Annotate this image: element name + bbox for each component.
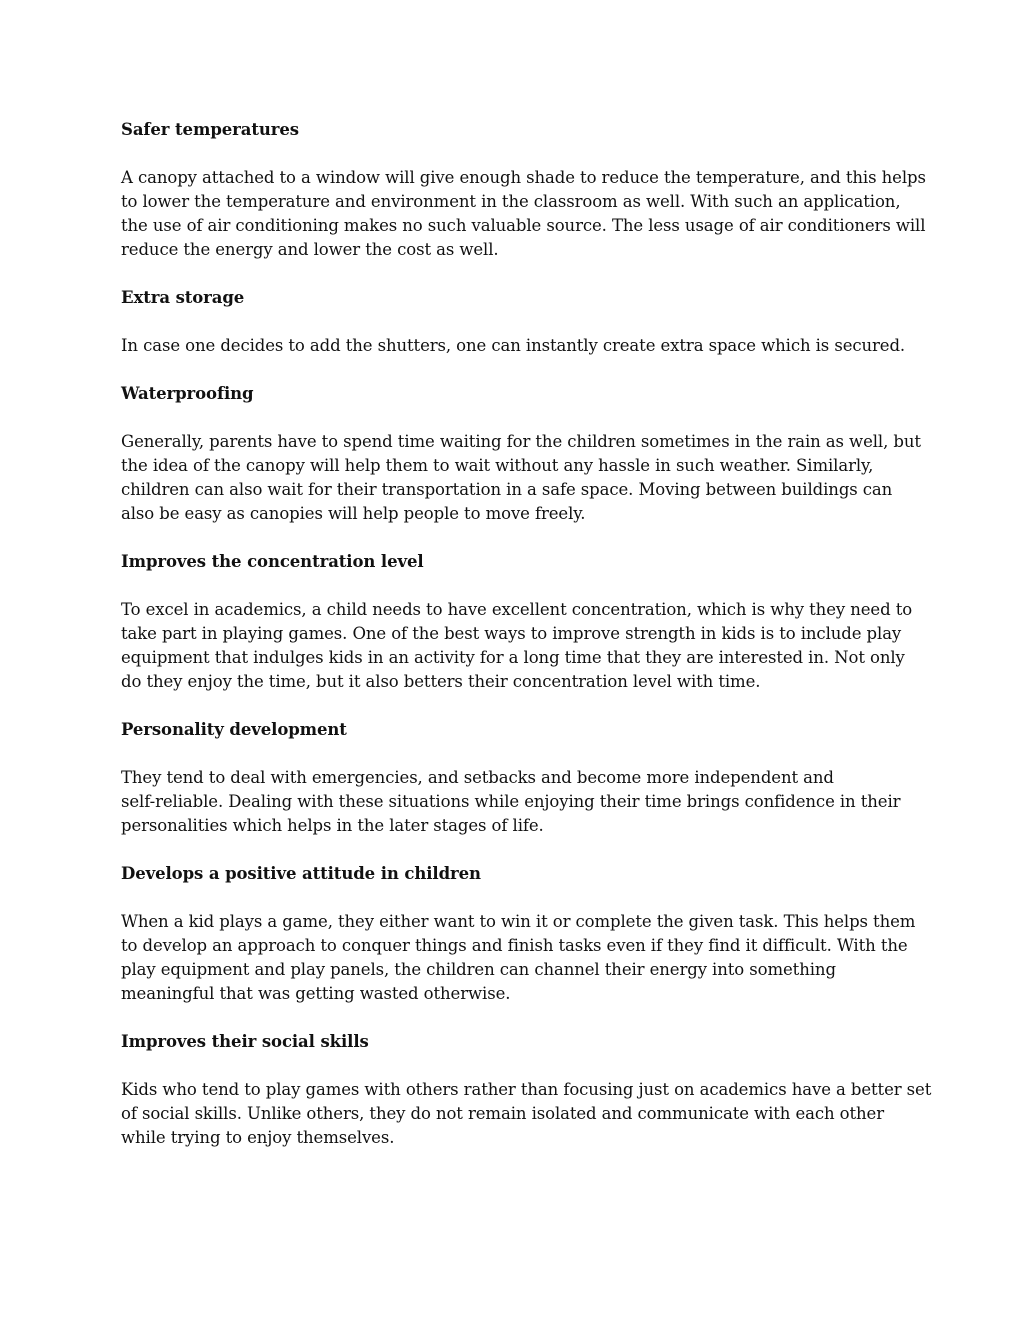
heading-safer-temperatures: Safer temperatures bbox=[121, 120, 299, 139]
text-line: take part in playing games. One of the best ways to improve strength in kids is to include play bbox=[121, 624, 902, 643]
text-line: self-reliable. Dealing with these situations while enjoying their time brings confidence in their bbox=[121, 792, 901, 811]
paragraph-concentration-level bbox=[121, 598, 911, 694]
heading-personality-development: Personality development bbox=[121, 720, 347, 739]
text-line: to lower the temperature and environment in the classroom as well. With such an application, bbox=[121, 192, 901, 211]
paragraph-safer-temperatures bbox=[121, 166, 926, 262]
text-line: while trying to enjoy themselves. bbox=[121, 1128, 395, 1147]
text-line: to develop an approach to conquer things and finish tasks even if they find it difficult. With the bbox=[121, 936, 908, 955]
text-line: children can also wait for their transportation in a safe space. Moving between buildings can bbox=[121, 480, 893, 499]
text-line: In case one decides to add the shutters, one can instantly create extra space which is secured. bbox=[121, 336, 906, 355]
text-line: personalities which helps in the later stages of life. bbox=[121, 816, 544, 835]
text-line: also be easy as canopies will help people to move freely. bbox=[121, 504, 586, 523]
text-line: equipment that indulges kids in an activity for a long time that they are interested in. Not only bbox=[121, 648, 905, 667]
text-line: They tend to deal with emergencies, and setbacks and become more independent and bbox=[121, 768, 834, 787]
heading-waterproofing: Waterproofing bbox=[121, 384, 254, 403]
text-line: do they enjoy the time, but it also betters their concentration level with time. bbox=[121, 672, 761, 691]
text-line: meaningful that was getting wasted otherwise. bbox=[121, 984, 511, 1003]
text-line: Kids who tend to play games with others rather than focusing just on academics have a better set bbox=[121, 1080, 932, 1099]
text-line: the idea of the canopy will help them to wait without any hassle in such weather. Similarly, bbox=[121, 456, 874, 475]
heading-concentration-level: Improves the concentration level bbox=[121, 552, 424, 571]
text-line: of social skills. Unlike others, they do not remain isolated and communicate with each other bbox=[121, 1104, 885, 1123]
document-page bbox=[121, 118, 932, 1174]
text-line: A canopy attached to a window will give enough shade to reduce the temperature, and this helps bbox=[121, 168, 926, 187]
text-line: When a kid plays a game, they either want to win it or complete the given task. This helps them bbox=[121, 912, 916, 931]
text-line: To excel in academics, a child needs to have excellent concentration, which is why they need to bbox=[121, 600, 913, 619]
text-line: reduce the energy and lower the cost as well. bbox=[121, 240, 499, 259]
text-line: the use of air conditioning makes no such valuable source. The less usage of air conditioners will bbox=[121, 216, 926, 235]
heading-extra-storage: Extra storage bbox=[121, 288, 245, 307]
text-line: play equipment and play panels, the children can channel their energy into something bbox=[121, 960, 836, 979]
paragraph-social-skills bbox=[121, 1078, 932, 1150]
heading-positive-attitude: Develops a positive attitude in children bbox=[121, 864, 481, 883]
heading-social-skills: Improves their social skills bbox=[121, 1032, 369, 1051]
paragraph-extra-storage bbox=[121, 334, 911, 358]
paragraph-personality-development bbox=[121, 766, 911, 838]
paragraph-positive-attitude bbox=[121, 910, 916, 1006]
text-line: Generally, parents have to spend time waiting for the children sometimes in the rain as well, but bbox=[121, 432, 921, 451]
paragraph-waterproofing bbox=[121, 430, 921, 526]
